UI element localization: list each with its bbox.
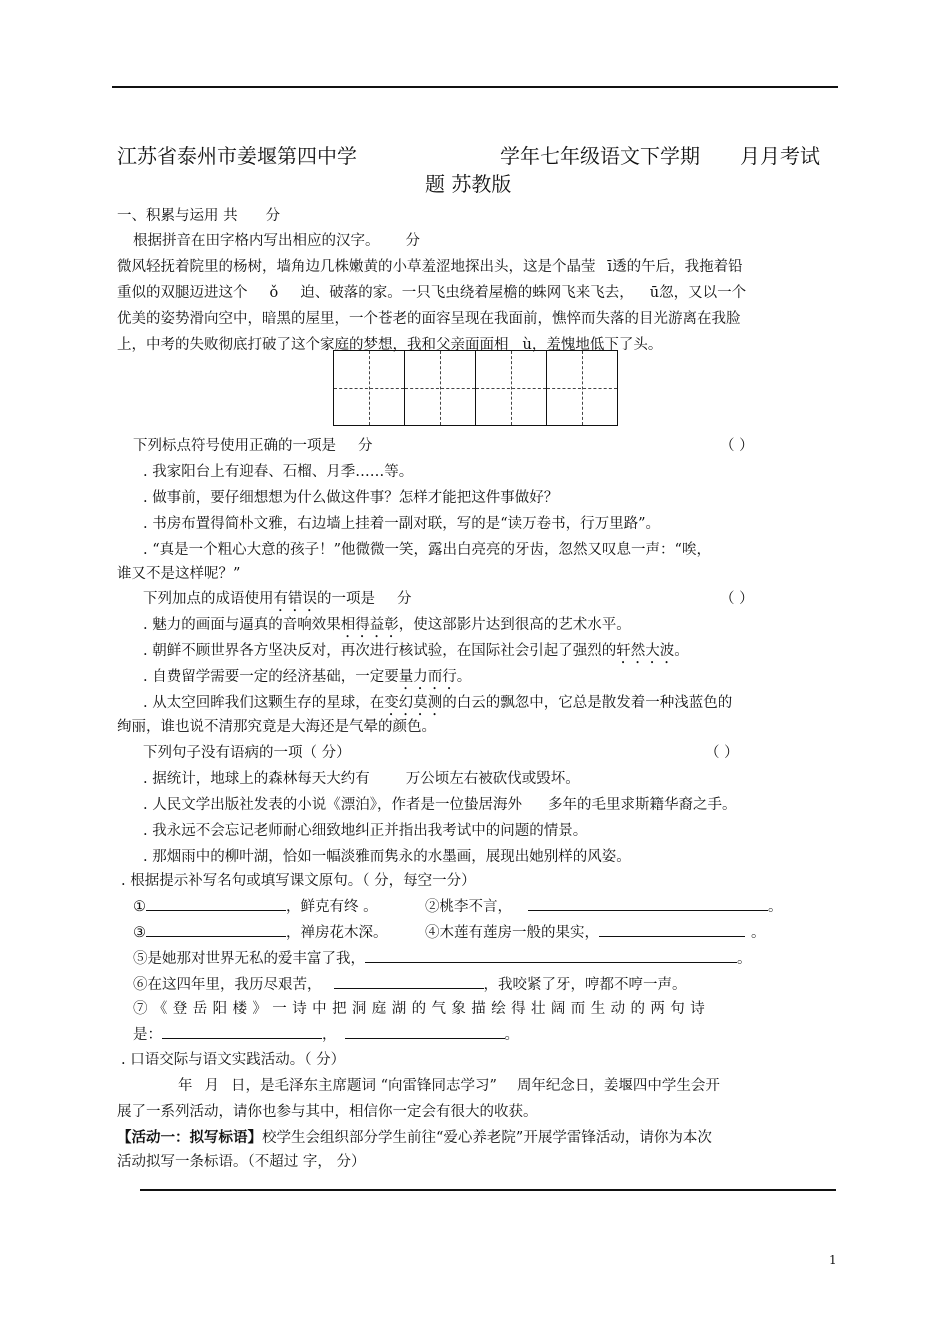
- q3-option-d-cont: 绚丽，谁也说不清那究竟是大海还是气晕的颜色。: [117, 719, 436, 735]
- q5-i1-num: ①: [133, 899, 146, 915]
- q5-prompt: . 根据提示补写名句或填写课文原句。（ 分，每空一分）: [121, 873, 476, 889]
- q5-blank-6[interactable]: [334, 974, 484, 989]
- q1-line2-a: 重似的双腿迈进这个: [117, 285, 248, 301]
- q6-para1-line1: [178, 1074, 720, 1095]
- q3-option-a: [143, 613, 631, 641]
- title-course: 学年七年级语文下学期: [500, 144, 700, 168]
- q6-day-text: 日，是毛泽东主席题词 “向雷锋同志学习”: [231, 1078, 497, 1094]
- section-heading: [117, 204, 280, 225]
- q2-option-c: . 书房布置得简朴文雅，右边墙上挂着一副对联，写的是“读万卷书，行万里路”。: [143, 516, 661, 532]
- q3-c-idiom: 量力而行: [398, 669, 457, 685]
- q5-blank-7b[interactable]: [345, 1024, 505, 1039]
- q3-option-c: [143, 665, 471, 693]
- q5-i1-text: ，鲜克有终 。: [286, 899, 378, 915]
- q1-passage-line2: [117, 281, 746, 302]
- q6-para1-line2: 展了一系列活动，请你也参与其中，相信你一定会有很大的收获。: [117, 1104, 538, 1120]
- q5-i3-num: ③: [133, 925, 146, 941]
- q5-blank-4[interactable]: [599, 922, 745, 937]
- q6-year: 年: [178, 1078, 193, 1094]
- q5-item-6: [133, 973, 687, 994]
- q6-anniversary-text: 周年纪念日，姜堰四中学生会开: [516, 1078, 720, 1094]
- q4-option-b: [143, 793, 736, 814]
- q3-prompt-pre: 下列加点的成语使用: [143, 591, 274, 607]
- q4-option-d: . 那烟雨中的柳叶湖，恰如一幅淡雅而隽永的水墨画，展现出她别样的风姿。: [143, 849, 631, 865]
- q4-option-a: [143, 767, 580, 788]
- q1-line4-b: ù，羞愧地低下了头。: [522, 337, 663, 353]
- q5-i6-pre: ⑥在这四年里，我历尽艰苦，: [133, 977, 322, 993]
- q5-item-4: [425, 921, 766, 942]
- section-heading-text: 一、积累与运用 共: [117, 208, 238, 224]
- q1-passage-line1: [117, 255, 743, 276]
- q3-prompt: [143, 587, 412, 615]
- q5-blank-2[interactable]: [528, 896, 768, 911]
- q5-item-1: [133, 895, 378, 916]
- q5-blank-3[interactable]: [146, 922, 286, 937]
- q4-a-pre: . 据统计，地球上的森林每天大约有: [143, 771, 370, 787]
- q6-prompt: . 口语交际与语文实践活动。（ 分）: [121, 1052, 346, 1068]
- q6-activity1-label: 【活动一：拟写标语】: [117, 1129, 262, 1146]
- q5-i7-sep: ，: [322, 1027, 337, 1043]
- tianzige-box-3[interactable]: [475, 350, 547, 426]
- q1-prompt-text: 根据拼音在田字格内写出相应的汉字。: [133, 233, 380, 249]
- q3-a-idiom: 相得益彰: [340, 617, 399, 633]
- q4-answer-paren[interactable]: （ ）: [705, 745, 739, 761]
- q1-line2-d: ū忽，又以一个: [649, 285, 747, 301]
- q5-blank-1[interactable]: [146, 896, 286, 911]
- q5-i4-end: 。: [751, 925, 766, 941]
- q5-i2-end: 。: [768, 899, 783, 915]
- q3-option-b: [143, 639, 689, 667]
- q1-line1-b: ī透的午后，我拖着铅: [607, 259, 743, 275]
- q3-prompt-post: 的一项是: [317, 591, 375, 607]
- header-rule: [112, 86, 838, 88]
- q2-prompt: [133, 434, 373, 455]
- q5-item-2: [425, 895, 783, 916]
- q3-a-post: ，使这部影片达到很高的艺术水平。: [398, 617, 631, 633]
- q6-activity1-line2: 活动拟写一条标语。（不超过 字， 分）: [117, 1154, 366, 1170]
- q3-c-pre: . 自费留学需要一定的经济基础，一定要: [143, 669, 399, 685]
- q5-i2-text: ②桃李不言，: [425, 899, 512, 915]
- q4-a-post: 万公顷左右被砍伐或毁坏。: [405, 771, 580, 787]
- tianzige-box-1[interactable]: [333, 350, 405, 426]
- title-school: 江苏省泰州市姜堰第四中学: [117, 144, 357, 168]
- q6-activity1: [117, 1126, 712, 1147]
- q6-activity1-text: 校学生会组织部分学生前往“爱心养老院”开展学雷锋活动，请你为本次: [262, 1130, 712, 1146]
- q3-prompt-dot: 有错误: [273, 591, 317, 607]
- q4-option-c: . 我永远不会忘记老师耐心细致地纠正并指出我考试中的问题的情景。: [143, 823, 588, 839]
- q3-c-post: 。: [456, 669, 472, 685]
- q5-blank-5[interactable]: [365, 948, 737, 963]
- q2-prompt-text: 下列标点符号使用正确的一项是: [133, 438, 336, 454]
- q3-d-pre: . 从太空回眸我们这颗生存的星球，在: [143, 695, 385, 711]
- section-heading-unit: 分: [265, 208, 281, 224]
- q1-passage-line3: 优美的姿势滑向空中，暗黑的屋里，一个苍老的面容呈现在我面前，憔悴而失落的目光游离在我脸: [117, 311, 741, 327]
- q3-b-post: 。: [674, 643, 689, 659]
- title-line2: 题 苏教版: [425, 172, 512, 196]
- q3-d-idiom: 变幻莫测: [384, 695, 443, 711]
- q3-b-idiom: 轩然大波: [616, 643, 675, 659]
- tianzige-box-4[interactable]: [546, 350, 618, 426]
- q2-option-b: . 做事前，要仔细想想为什么做这件事？怎样才能把这件事做好？: [143, 490, 559, 506]
- q2-option-d: . “真是一个粗心大意的孩子！”他微微一笑，露出白亮亮的牙齿，忽然又叹息一声：“唉，: [143, 542, 711, 558]
- q4-prompt: 下列句子没有语病的一项（ 分）: [143, 745, 351, 761]
- q2-answer-paren[interactable]: （ ）: [720, 438, 754, 454]
- q2-option-d-cont: 谁又不是这样呢？”: [117, 566, 241, 582]
- q6-month: 月: [204, 1078, 219, 1094]
- q4-b-post: 多年的毛里求斯籍华裔之手。: [547, 797, 737, 813]
- q4-b-pre: . 人民文学出版社发表的小说《漂泊》，作者是一位蛰居海外: [143, 797, 522, 813]
- q3-answer-paren[interactable]: （ ）: [720, 591, 754, 607]
- q5-blank-7a[interactable]: [162, 1024, 322, 1039]
- page-number: 1: [829, 1253, 837, 1267]
- q5-i6-post: ，我咬紧了牙，哼都不哼一声。: [483, 977, 687, 993]
- q5-i3-text: ，禅房花木深。: [286, 925, 388, 941]
- q3-b-pre: . 朝鲜不顾世界各方坚决反对，再次进行核试验，在国际社会引起了强烈的: [143, 643, 617, 659]
- q1-line4-a: 上，中考的失败彻底打破了这个家庭的梦想，我和父亲面面相: [117, 337, 509, 353]
- q1-prompt-unit: 分: [405, 233, 420, 249]
- q5-i5-end: 。: [737, 951, 752, 967]
- q5-i4-text: ④木莲有莲房一般的果实，: [425, 925, 599, 941]
- q1-line1-a: 微风轻抚着院里的杨树，墙角边几株嫩黄的小草羞涩地探出头，这是个晶莹: [117, 259, 596, 275]
- q2-prompt-unit: 分: [358, 438, 373, 454]
- q5-i5-text: ⑤是她那对世界无私的爱丰富了我，: [133, 951, 365, 967]
- q3-d-post: 的白云的飘忽中，它总是散发着一种浅蓝色的: [442, 695, 733, 711]
- q5-i7-pre: 是：: [133, 1027, 162, 1043]
- q5-item-3: [133, 921, 388, 942]
- q3-a-pre: . 魅力的画面与逼真的音响效果: [143, 617, 341, 633]
- q1-line2-pinyin: ǒ: [269, 285, 279, 301]
- q3-prompt-unit: 分: [397, 591, 412, 607]
- q5-item-7-answer: [133, 1023, 519, 1044]
- q1-prompt: [133, 229, 420, 250]
- q5-item-5: [133, 947, 752, 968]
- q5-item-7: ⑦《登岳阳楼》一诗中把洞庭湖的气象描绘得壮阔而生动的两句诗: [133, 1001, 711, 1017]
- answer-line[interactable]: [140, 1189, 836, 1191]
- q1-line2-c: 迫、破落的家。一只飞虫绕着屋檐的蛛网飞来飞去，: [300, 285, 634, 301]
- title-exam: 月月考试: [740, 144, 820, 168]
- q5-i7-end: 。: [504, 1027, 519, 1043]
- tianzige-box-2[interactable]: [404, 350, 476, 426]
- q2-option-a: . 我家阳台上有迎春、石榴、月季……等。: [143, 464, 414, 480]
